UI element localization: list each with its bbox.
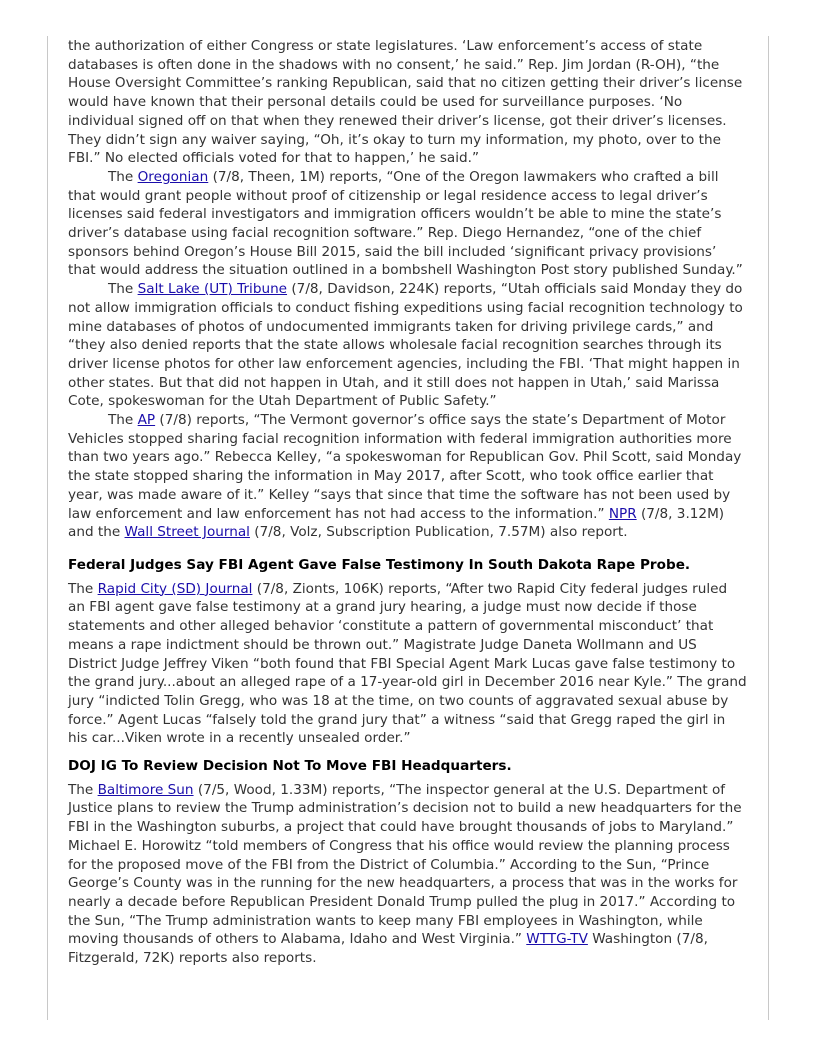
headline-doj-ig-review: DOJ IG To Review Decision Not To Move FBI Headquarters. [68, 758, 512, 775]
paragraph-text: The [108, 412, 138, 429]
right-page-border [768, 36, 769, 1020]
baltimore-sun-link[interactable]: Baltimore Sun [97, 781, 194, 798]
paragraph-jordan [68, 37, 748, 168]
paragraph-text: The [68, 781, 98, 798]
paragraph-text: (7/8, Davidson, 224K) reports, “Utah officials said Monday they do not allow immigration officials to conduct fishing expeditions using facial recognition technology to mine databases of photos of undocumented immigrants taken for driving privilege cards,” and “they also denied reports that the state allows wholesale facial recognition searches through its driver license photos for other law enforcement agencies, including the FBI. ‘That might happen in other states. But that did not happen in Utah, and it still does not happen in Utah,’ said Marissa Cote, spokeswoman for the Utah Department of Public Safety.” [68, 281, 743, 410]
paragraph-text: The [108, 281, 138, 298]
paragraph-text: The [68, 580, 98, 597]
paragraph-text: (7/8, Zionts, 106K) reports, “After two Rapid City federal judges ruled an FBI agent gave false testimony at a grand jury hearing, a judge must now decide if those statements and other alleged behavior ‘constitute a pattern of governmental misconduct’ that means a rape indictment should be thrown out.” Magistrate Judge Daneta Wollmann and US District Judge Jeffrey Viken “both found that FBI Special Agent Mark Lucas gave false testimony to the grand jury...about an alleged rape of a 17-year-old girl in December 2016 near Kyle.” The grand jury “indicted Tolin Gregg, who was 18 at the time, on two counts of aggravated sexual abuse by force.” Agent Lucas “falsely told the grand jury that” a witness “said that Gregg raped the girl in his car...Viken wrote in a recently unsealed order.” [68, 580, 747, 747]
rapid-city-journal-link[interactable]: Rapid City (SD) Journal [97, 580, 253, 597]
paragraph-ap [68, 411, 748, 542]
paragraph-baltimore-sun [68, 781, 748, 968]
paragraph-salt-lake-tribune [68, 280, 748, 411]
wttg-tv-link[interactable]: WTTG-TV [526, 931, 588, 948]
paragraph-text: (7/8, Volz, Subscription Publication, 7.57M) also report. [249, 524, 628, 541]
salt-lake-tribune-link[interactable]: Salt Lake (UT) Tribune [137, 281, 288, 298]
paragraph-text: (7/8, 3.12M) and the [68, 505, 725, 541]
left-page-border [47, 36, 48, 1020]
ap-link[interactable]: AP [137, 412, 156, 429]
paragraph-text: the authorization of either Congress or state legislatures. ‘Law enforcement’s access of state databases is often done in the shadows with no consent,’ he said.” Rep. Jim Jordan (R-OH), “the House Oversight Committee’s ranking Republican, said that no citizen getting their driver’s license would have known that their personal details could be used for surveillance purposes. ‘No individual signed off on that when they renewed their driver’s license, got their driver’s licenses. They didn’t sign any waiver saying, “Oh, it’s okay to turn my information, my photo, over to the FBI.” No elected officials voted for that to happen,’ he said.” [68, 38, 743, 167]
paragraph-text: (7/5, Wood, 1.33M) reports, “The inspector general at the U.S. Department of Justice plans to review the Trump administration’s decision not to build a new headquarters for the FBI in the Washington suburbs, a project that could have brought thousands of jobs to Maryland.” Michael E. Horowitz “told members of Congress that his office would review the planning process for the proposed move of the FBI from the District of Columbia.” According to the Sun, “Prince George’s County was in the running for the new headquarters, a process that was in the works for nearly a decade before Republican President Donald Trump pulled the plug in 2017.” According to the Sun, “The Trump administration wants to keep many FBI employees in Washington, while moving thousands of others to Alabama, Idaho and West Virginia.” [68, 781, 742, 948]
wall-street-journal-link[interactable]: Wall Street Journal [124, 524, 250, 541]
paragraph-rapid-city [68, 580, 748, 748]
npr-link[interactable]: NPR [608, 505, 637, 522]
paragraph-text: Washington (7/8, Fitzgerald, 72K) reports also reports. [68, 931, 708, 967]
paragraph-oregonian [68, 168, 748, 280]
paragraph-text: (7/8) reports, “The Vermont governor’s office says the state’s Department of Motor Vehicles stopped sharing facial recognition information with federal immigration authorities more than two years ago.” Rebecca Kelley, “a spokeswoman for Republican Gov. Phil Scott, said Monday the state stopped sharing the information in May 2017, after Scott, who took office earlier that year, was made aware of it.” Kelley “says that since that time the software has not been used by law enforcement and law enforcement has not had access to the information.” [68, 412, 742, 522]
document-body [68, 37, 748, 968]
headline-fbi-false-testimony: Federal Judges Say FBI Agent Gave False Testimony In South Dakota Rape Probe. [68, 556, 691, 573]
paragraph-text: The [108, 168, 138, 185]
oregonian-link[interactable]: Oregonian [137, 168, 209, 185]
paragraph-text: (7/8, Theen, 1M) reports, “One of the Oregon lawmakers who crafted a bill that would grant people without proof of citizenship or legal residence access to legal driver’s licenses said federal investigators and immigration officers wouldn’t be able to mine the state’s driver’s database using facial recognition software.” Rep. Diego Hernandez, “one of the chief sponsors behind Oregon’s House Bill 2015, said the bill included ‘significant privacy provisions’ that would address the situation outlined in a bombshell Washington Post story published Sunday.” [68, 168, 743, 279]
